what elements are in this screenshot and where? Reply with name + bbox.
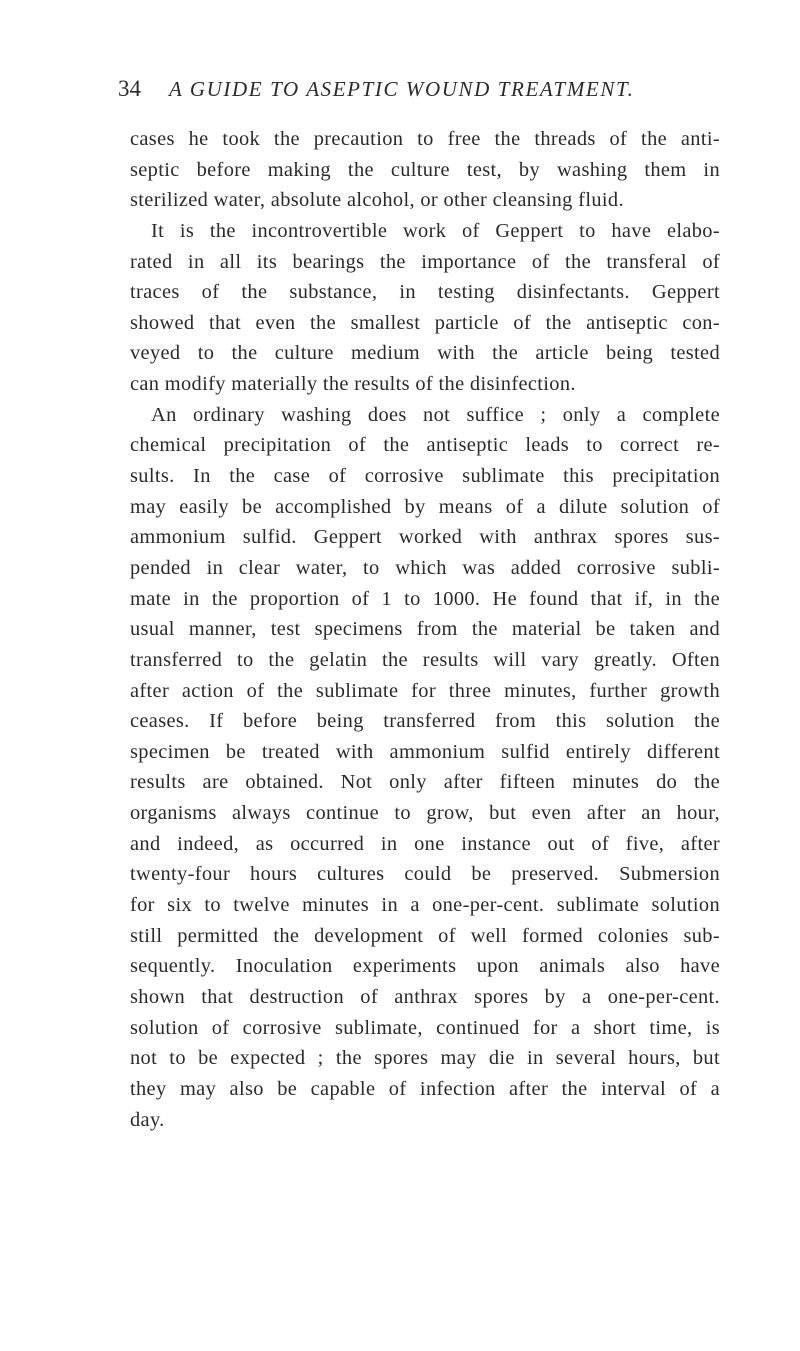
text-line: day.: [130, 1108, 165, 1131]
paragraph-start-line: An ordinary washing does not suffice ; only a complete: [151, 403, 720, 426]
text-line: traces of the substance, in testing disinfectants. Geppert: [130, 281, 720, 304]
text-line: may easily be accomplished by means of a dilute solution of: [130, 495, 720, 518]
text-line: usual manner, test specimens from the material be taken and: [130, 618, 720, 641]
text-line: twenty-four hours cultures could be preserved. Submersion: [130, 863, 720, 886]
text-line: after action of the sublimate for three minutes, further growth: [130, 679, 720, 702]
text-line: sults. In the case of corrosive sublimate this precipitation: [130, 465, 720, 488]
text-line: specimen be treated with ammonium sulfid entirely different: [130, 740, 720, 763]
body-text: [130, 124, 720, 1135]
running-title: A GUIDE TO ASEPTIC WOUND TREATMENT.: [169, 77, 635, 101]
text-line: for six to twelve minutes in a one-per-cent. sublimate solution: [130, 894, 720, 917]
text-line: not to be expected ; the spores may die in several hours, but: [130, 1047, 720, 1070]
text-line: sequently. Inoculation experiments upon animals also have: [130, 955, 720, 978]
text-line: septic before making the culture test, by washing them in: [130, 158, 720, 181]
text-line: sterilized water, absolute alcohol, or other cleansing fluid.: [130, 189, 624, 212]
text-line: and indeed, as occurred in one instance out of five, after: [130, 832, 720, 855]
text-line: shown that destruction of anthrax spores by a one-per-cent.: [130, 985, 720, 1008]
text-line: ammonium sulfid. Geppert worked with anthrax spores sus-: [130, 526, 720, 549]
text-line: still permitted the development of well formed colonies sub-: [130, 924, 720, 947]
page-number: 34: [118, 76, 141, 101]
text-line: chemical precipitation of the antiseptic leads to correct re-: [130, 434, 720, 457]
text-line: showed that even the smallest particle of the antiseptic con-: [130, 311, 720, 334]
text-line: rated in all its bearings the importance of the transferal of: [130, 250, 720, 273]
text-line: they may also be capable of infection after the interval of a: [130, 1077, 720, 1100]
text-line: results are obtained. Not only after fifteen minutes do the: [130, 771, 720, 794]
text-line: can modify materially the results of the disinfection.: [130, 373, 576, 396]
text-line: ceases. If before being transferred from this solution the: [130, 710, 720, 733]
text-line: solution of corrosive sublimate, continued for a short time, is: [130, 1016, 720, 1039]
text-line: cases he took the precaution to free the threads of the anti-: [130, 128, 720, 150]
text-line: organisms always continue to grow, but even after an hour,: [130, 802, 720, 825]
running-head: [118, 76, 738, 108]
text-line: pended in clear water, to which was added corrosive subli-: [130, 556, 720, 579]
paragraph-start-line: It is the incontrovertible work of Geppert to have elabo-: [151, 219, 720, 242]
text-line: transferred to the gelatin the results will vary greatly. Often: [130, 648, 720, 671]
text-line: mate in the proportion of 1 to 1000. He found that if, in the: [130, 587, 720, 610]
text-line: veyed to the culture medium with the article being tested: [130, 342, 720, 365]
